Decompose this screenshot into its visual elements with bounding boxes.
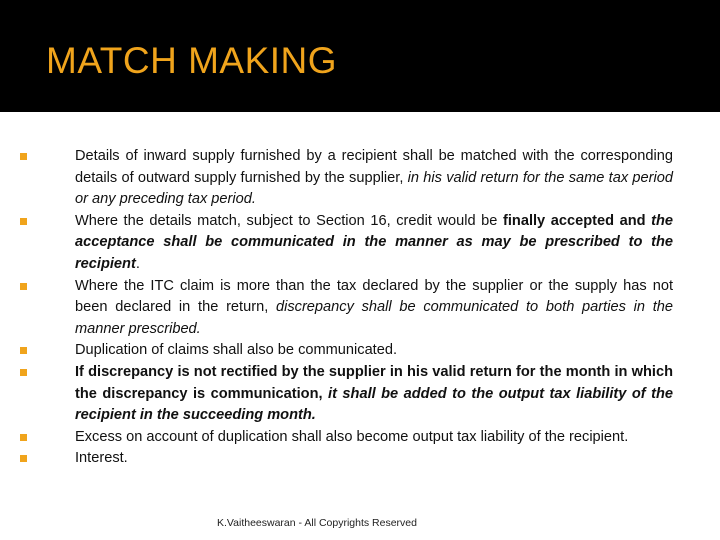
bullet-text-italic: in his valid return for the same tax period or any preceding tax period. xyxy=(75,169,673,208)
bullet-item-discrepancy xyxy=(75,362,673,427)
bullet-text: Interest. xyxy=(75,450,128,467)
square-bullet-icon xyxy=(20,347,27,354)
square-bullet-icon xyxy=(20,153,27,160)
bullet-item-matching xyxy=(75,146,673,211)
bullet-text: Duplication of claims shall also be communicated. xyxy=(75,342,398,359)
bullet-item-interest xyxy=(75,448,673,470)
bullet-item-details-match xyxy=(75,211,673,276)
title-bar xyxy=(0,0,720,112)
bullet-item-itc-claim xyxy=(75,276,673,341)
square-bullet-icon xyxy=(20,434,27,441)
bullet-text: . xyxy=(135,255,140,272)
bullet-text: Details of inward supply furnished by a recipient shall be matched with the corresponding details of outward supply furnished by the supplier, xyxy=(75,148,673,186)
bullet-text: Where the ITC claim is more than the tax declared by the supplier or the supply has not been declared in the return, xyxy=(75,277,673,316)
bullet-text-italic: discrepancy shall be communicated to both parties in the manner prescribed. xyxy=(75,299,673,337)
square-bullet-icon xyxy=(20,455,27,462)
bullet-text: Excess on account of duplication shall also become output tax liability of the recipient. xyxy=(75,428,629,445)
bullet-text: Where the details match, subject to Section 16, credit would be xyxy=(75,212,503,229)
square-bullet-icon xyxy=(20,283,27,290)
bullet-text-bold: and xyxy=(614,212,652,229)
bullet-text-bold: finally accepted xyxy=(503,212,615,229)
slide-title: MATCH MAKING xyxy=(46,40,338,81)
bullet-text-bold-italic: it shall be added to the output tax liability of the recipient in the succeeding month. xyxy=(75,385,673,424)
bullet-text-bold-italic: the acceptance shall be communicated in the manner as may be prescribed to the recipient xyxy=(75,212,673,272)
bullet-text-bold: If discrepancy is not rectified by the supplier in his valid return for the month in which the discrepancy is communication, xyxy=(75,363,673,402)
square-bullet-icon xyxy=(20,369,27,376)
slide-footer: K.Vaitheeswaran - All Copyrights Reserved xyxy=(217,517,417,529)
square-bullet-icon xyxy=(20,218,27,225)
bullet-list xyxy=(0,146,720,470)
bullet-item-excess xyxy=(75,427,673,449)
bullet-item-duplication xyxy=(75,340,673,362)
